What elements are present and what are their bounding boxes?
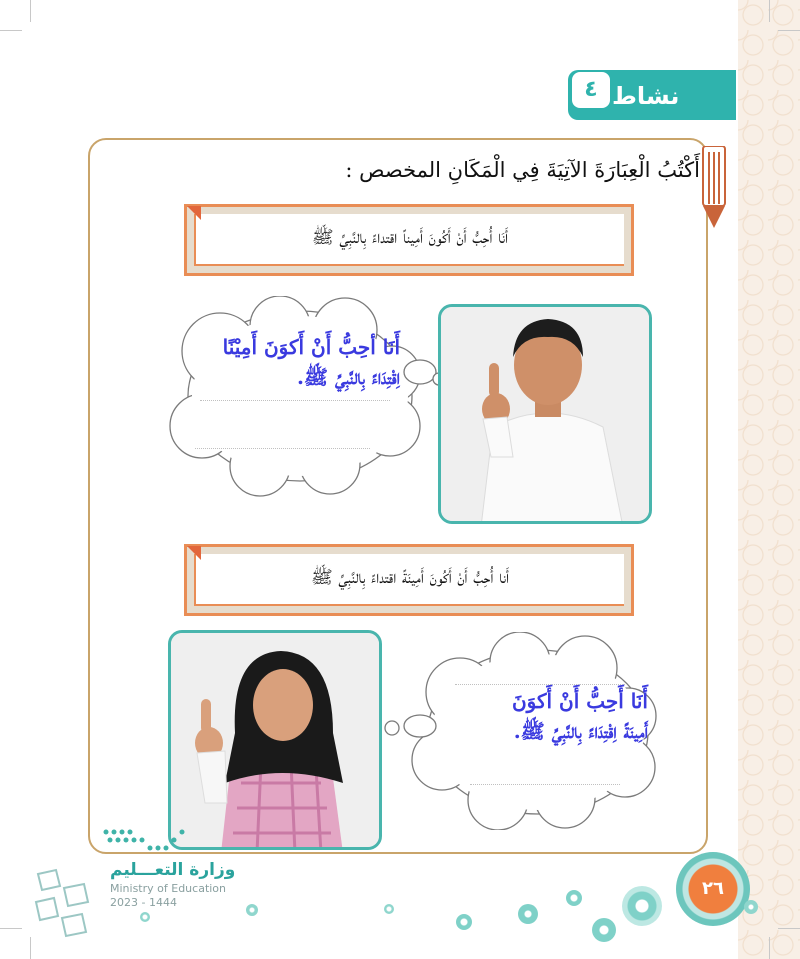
decorative-flower	[518, 904, 538, 924]
crop-mark	[30, 0, 31, 22]
thought-bubble-1	[160, 296, 450, 498]
decorative-flower	[140, 912, 150, 922]
bubble-2-line-1: أَنَا أَحِبُّ أَنْ أَكوَنَ	[511, 689, 648, 713]
sentence-corner	[187, 206, 201, 220]
crop-mark	[769, 937, 770, 959]
sentence-corner	[187, 546, 201, 560]
instruction-text: أَكْتُبُ الْعِبَارَةَ الآتِيَةَ فِي الْمَكَانِ المخصص :	[345, 158, 700, 182]
crop-mark	[0, 928, 22, 929]
activity-number: ٤	[572, 72, 610, 108]
decorative-flower	[566, 890, 582, 906]
decorative-flower	[592, 918, 616, 942]
sentence-box-1	[184, 204, 634, 276]
writing-line	[470, 784, 620, 785]
sentence-1-text: أَنَا أُحِبُّ أَنْ أَكُونَ أَمِيناً اقتداءً بِالنَّبِيِّ ﷺ	[194, 214, 624, 266]
decorative-flower	[456, 914, 472, 930]
sentence-box-2	[184, 544, 634, 616]
bubble-1-line-1: أَنَا أحِبُّ أَنْ أَكوَنَ أَمِيْنًا	[222, 335, 400, 359]
boy-photo	[438, 304, 652, 524]
crop-mark	[0, 30, 22, 31]
bubble-2-line-2: أَمِينَةً اِقْتِدَاءً بِالنَّبِيِّ ﷺ.	[513, 719, 648, 743]
decorative-flower	[744, 900, 758, 914]
writing-line	[455, 684, 625, 685]
crop-mark	[769, 0, 770, 22]
bubble-1-line-2: اِقْتِدَاءً بِالنَّبِيِّ ﷺ.	[296, 365, 400, 389]
sentence-2-text: أَنا أُحِبُّ أَنْ أَكُونَ أَمِينَةً اقتداءً بِالنَّبِيِّ ﷺ	[194, 554, 624, 606]
ministry-emblem-icon	[28, 866, 100, 942]
ministry-name-ar: وزارة التعـــليم	[110, 860, 236, 880]
crop-mark	[778, 30, 800, 31]
pencil-icon	[702, 146, 726, 230]
writing-line	[200, 400, 390, 401]
bubble-1-text	[190, 332, 400, 392]
edition-year: 2023 - 1444	[110, 896, 177, 909]
page-number: ٢٦	[690, 866, 736, 912]
ministry-name-en: Ministry of Education	[110, 882, 227, 895]
decorative-flower	[384, 904, 394, 914]
ministry-dots-logo	[100, 826, 192, 856]
girl-photo	[168, 630, 382, 850]
crop-mark	[778, 928, 800, 929]
activity-label: نشاط	[612, 82, 680, 110]
decorative-flower	[622, 886, 662, 926]
bubble-2-text	[440, 686, 648, 746]
decorative-pattern-strip	[738, 0, 800, 959]
decorative-flower	[246, 904, 258, 916]
writing-line	[195, 448, 370, 449]
